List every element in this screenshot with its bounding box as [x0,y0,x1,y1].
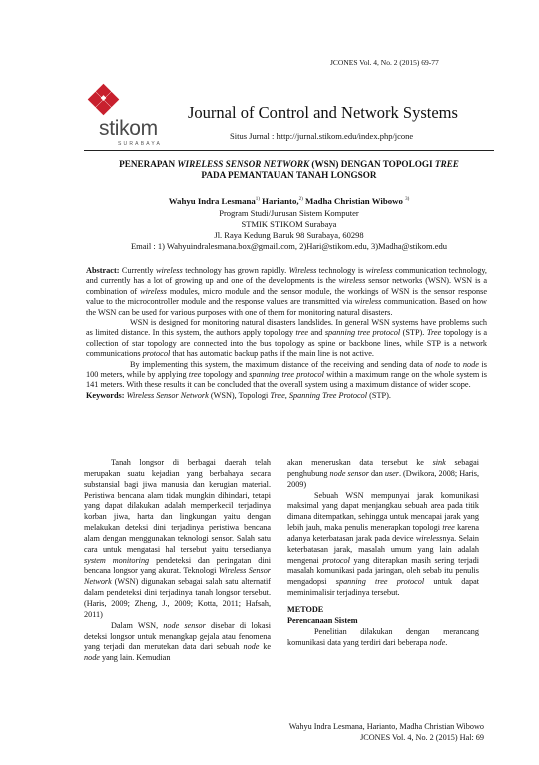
author-name: Harianto, [262,196,299,206]
italic-term: wireless [140,286,167,296]
text-run: (STP). [400,328,427,338]
text-run: yang lain. Kemudian [99,653,171,663]
italic-term: node [429,637,446,647]
text-run: Tanah longsor di berbagai daerah telah merupakan suatu kejadian yang berbahaya secara substansial bagi jiwa manusia dan kerugian material. Peristiwa bencana alam tidak mungkin dihindari, tetapi yang dapat dilakukan adalah memperkecil terjadinya korban jiwa, harta dan lingkungan yaitu dengan melakukan deteksi dini terjadinya peristiwa bencana alam dengan menggunakan teknologi sensor. Salah satu cara untuk mengatasi hal tersebut yaitu tersedianya [84,458,271,554]
italic-term: wireless [155,266,183,275]
logo-subtitle: SURABAYA [118,141,163,147]
journal-title: Journal of Control and Network Systems [188,103,458,122]
text-run: within a maximum range on the whole system is 141 meters. With these results it can be concluded that the overall system using a maximum distance of wider scope. [86,370,487,390]
abstract-paragraph [86,360,487,391]
keywords-label: Keywords: [86,390,125,400]
italic-term: protocol [142,349,171,359]
italic-term: node [435,359,452,369]
text-run: (WSN) digunakan sebagai salah satu alternatif dalam pendeteksi dini terjadinya tanah longsor tersebut. (Haris, 2009; Zheng, J., 2009; Kotta, 2011; Hafsah, 2011) [84,577,271,619]
author-marker: 1) [255,197,260,203]
keywords [125,391,391,400]
italic-term: wireless [354,297,382,307]
journal-reference: JCONES Vol. 4, No. 2 (2015) 69-77 [330,58,439,67]
italic-term: node [462,359,479,369]
italic-term: tree [295,328,309,338]
italic-term: wireless [338,276,366,286]
italic-term: user [384,468,399,478]
text-run: technology has grown rapidly. [182,266,289,275]
text-run: akan meneruskan data tersebut ke [287,458,433,467]
italic-term: tree [442,523,455,533]
italic-term: Tree [270,390,285,400]
paper-title [84,159,494,181]
italic-term: tree [188,370,202,380]
affiliation: Jl. Raya Kedung Baruk 98 Surabaya, 60298 [214,230,364,240]
italic-term: Tree [426,328,442,338]
text-run: dan [368,468,385,478]
body-paragraph [84,458,271,621]
text-run: pendeteksi dan peringatan dini bencana longsor yang akurat. Teknologi [84,555,271,576]
italic-term: Wireless Sensor Network [126,390,209,400]
body-column-right [287,458,479,648]
italic-term: node [243,642,260,652]
affiliation: STMIK STIKOM Surabaya [241,219,337,229]
italic-term: spanning tree protocol [249,370,324,380]
title-part: (WSN) DENGAN TOPOLOGI [309,159,435,169]
italic-term: system monitoring [84,555,150,565]
italic-term: sink [432,458,446,467]
text-run: sensor networks (WSN). WSN is a combination of [86,276,487,296]
subsection-heading: Perencanaan Sistem [287,615,358,625]
author-name: Madha Christian Wibowo [304,196,403,206]
section-heading: METODE [287,604,324,614]
body-column-left [84,458,271,664]
logo-wordmark: stikom [99,117,158,140]
page-footer [240,722,484,743]
text-run: Penelitian dilakukan dengan merancang komunikasi data yang terdiri dari beberapa [287,626,479,647]
text-run: (STP). [367,390,391,400]
abstract-paragraph [86,266,487,317]
italic-term: node sensor [163,620,206,630]
text-run: nya. Selain keterbatasan jarak, masalah umum yang lain adalah mengenai [287,533,479,565]
author-emails: Email : 1) Wahyuindralesmana.box@gmail.com, 2)Hari@stikom.edu, 3)Madha@stikom.edu [130,241,448,251]
author-marker: 2) [298,197,303,203]
footer-reference: JCONES Vol. 4, No. 2 (2015) Hal: 69 [360,732,484,742]
italic-term: spanning tree protocol [335,577,425,587]
text-run: sebagai penghubung [287,458,479,478]
italic-term: Wireless Sensor Network [84,566,271,587]
text-run: Currently [119,266,156,275]
text-run: communication technology, and currently has a lot of growing up and one of the developments is the [86,266,487,286]
italic-term: wireless [365,266,393,275]
body-paragraph [287,627,479,649]
italic-term: Wireless [288,266,317,275]
footer-authors: Wahyu Indra Lesmana, Harianto, Madha Christian Wibowo [288,722,484,731]
body-paragraph [287,491,479,599]
text-run: . [445,637,448,647]
text-run: communication. Based on how the WSN can be used for various purposes with one of them for monitoring natural disasters. [86,297,487,317]
title-part: PENERAPAN [119,159,178,169]
abstract [86,266,487,401]
italic-term: node [84,653,100,663]
abstract-paragraph [86,318,487,360]
italic-term: node sensor [329,468,369,478]
text-run: and [308,328,325,338]
title-line-2: PADA PEMANTAUAN TANAH LONGSOR [201,170,377,180]
text-run: topology is a collection of star topology are connected into the bus topology as spine or backbone lines, while STP is a network communications [86,328,487,359]
title-part: TREE [434,159,459,169]
italic-term: spanning tree protocol [324,328,401,338]
text-run: disebar di lokasi deteksi longsor untuk menangkap gejala atau fenomena yang terjadi dan merutekan data dari sebuah [84,620,271,652]
journal-site: Situs Jurnal : http://jurnal.stikom.edu/index.php/jcone [230,131,414,141]
text-run: karena adanya keterbatasan jarak pada device [287,523,479,543]
text-run: modules, micro module and the sensor module, the workings of WSN is the sensor response value to the microcontroller module and the response values are transmitted via [86,286,487,307]
text-run: that has automatic backup paths if the main line is not active. [170,349,374,359]
text-run: WSN is designed for monitoring natural disasters landslides. In general WSN systems have problems such as limited distance. In this system, the authors apply topology [86,318,487,338]
text-run: ke [259,642,271,652]
author-name: Wahyu Indra Lesmana [168,196,256,206]
text-run: technology is [316,266,366,275]
text-run: , [284,390,289,400]
text-run: Dalam WSN, [111,620,164,630]
header-rule [84,150,494,151]
text-run: Sebuah WSN mempunyai jarak komunikasi maksimal yang dapat menjangkau sebuah area pada titik dimana ditempatkan, sehingga untuk mencapai jarak yang lebih jauh, maka penulis menerapkan topologi [287,490,479,533]
author-list [84,196,494,206]
text-run: is 100 meters, while by applying [86,359,487,380]
italic-term: Spanning Tree Protocol [288,390,368,400]
italic-term: wireless [415,533,443,543]
text-run: By implementing this system, the maximum distance of the receiving and sending data of [130,359,436,369]
body-paragraph [84,621,271,664]
text-run: (WSN), Topologi [208,390,271,400]
text-run: untuk dapat meminimalisir terjadinya tersebut. [287,577,479,598]
body-paragraph [287,458,479,491]
text-run: topology and [201,370,250,380]
text-run: to [451,359,463,369]
abstract-label: Abstract: [86,266,120,275]
text-run: . (Dwikora, 2008; Haris, 2009) [287,468,480,489]
title-part: WIRELESS SENSOR NETWORK [177,159,310,169]
author-marker: 3) [405,197,410,203]
italic-term: protocol [322,555,350,565]
affiliation: Program Studi/Jurusan Sistem Komputer [219,208,359,218]
text-run: yang diterapkan masih sering terjadi masalah komunikasi pada jaringan, oleh sebab itu penulis mengadopsi [287,555,480,587]
